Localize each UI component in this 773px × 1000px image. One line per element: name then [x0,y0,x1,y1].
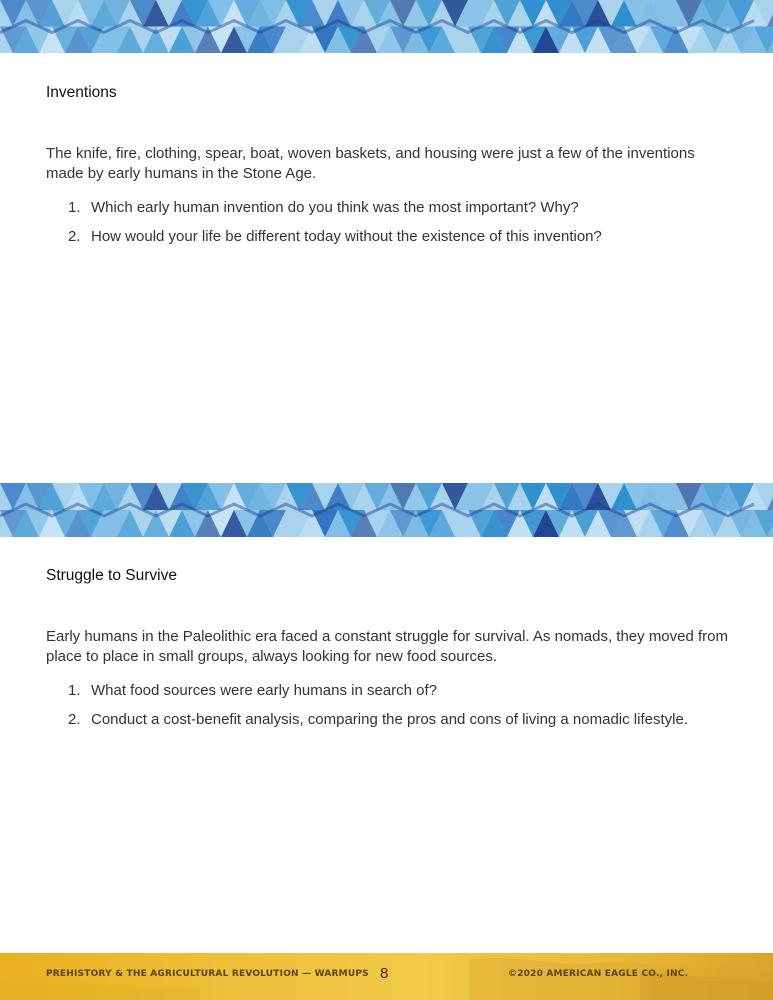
question-item [46,227,736,247]
question-number: 1. [68,682,81,699]
banner-pattern [0,483,773,537]
question-list [46,681,736,730]
top-decorative-banner [0,0,773,53]
question-text: Conduct a cost-benefit analysis, comparing the pros and cons of living a nomadic lifestyle. [91,711,688,728]
question-number: 2. [68,711,81,728]
question-text: What food sources were early humans in search of? [91,682,438,699]
question-item [46,710,736,730]
page-number: 8 [380,965,389,982]
question-list [46,198,736,247]
question-item [46,198,736,218]
section-title: Inventions [46,84,117,101]
section-intro: The knife, fire, clothing, spear, boat, woven baskets, and housing were just a few of the inventions made by early humans in the Stone Age. [46,145,695,182]
question-number: 2. [68,228,81,245]
page-footer [0,953,773,1000]
section-intro: Early humans in the Paleolithic era faced a constant struggle for survival. As nomads, they moved from place to place in small groups, always looking for new food sources. [46,628,729,665]
question-number: 1. [68,199,81,216]
footer-series-title: PREHISTORY & THE AGRICULTURAL REVOLUTION — WARMUPS [46,969,369,979]
middle-decorative-banner [0,483,773,537]
section-struggle-to-survive [46,567,736,739]
question-text: Which early human invention do you think was the most important? Why? [91,199,579,216]
banner-pattern [0,0,773,53]
section-title: Struggle to Survive [46,567,177,584]
question-text: How would your life be different today without the existence of this invention? [91,228,602,245]
section-inventions [46,84,736,256]
question-item [46,681,736,701]
footer-copyright: ©2020 AMERICAN EAGLE CO., INC. [508,969,689,979]
